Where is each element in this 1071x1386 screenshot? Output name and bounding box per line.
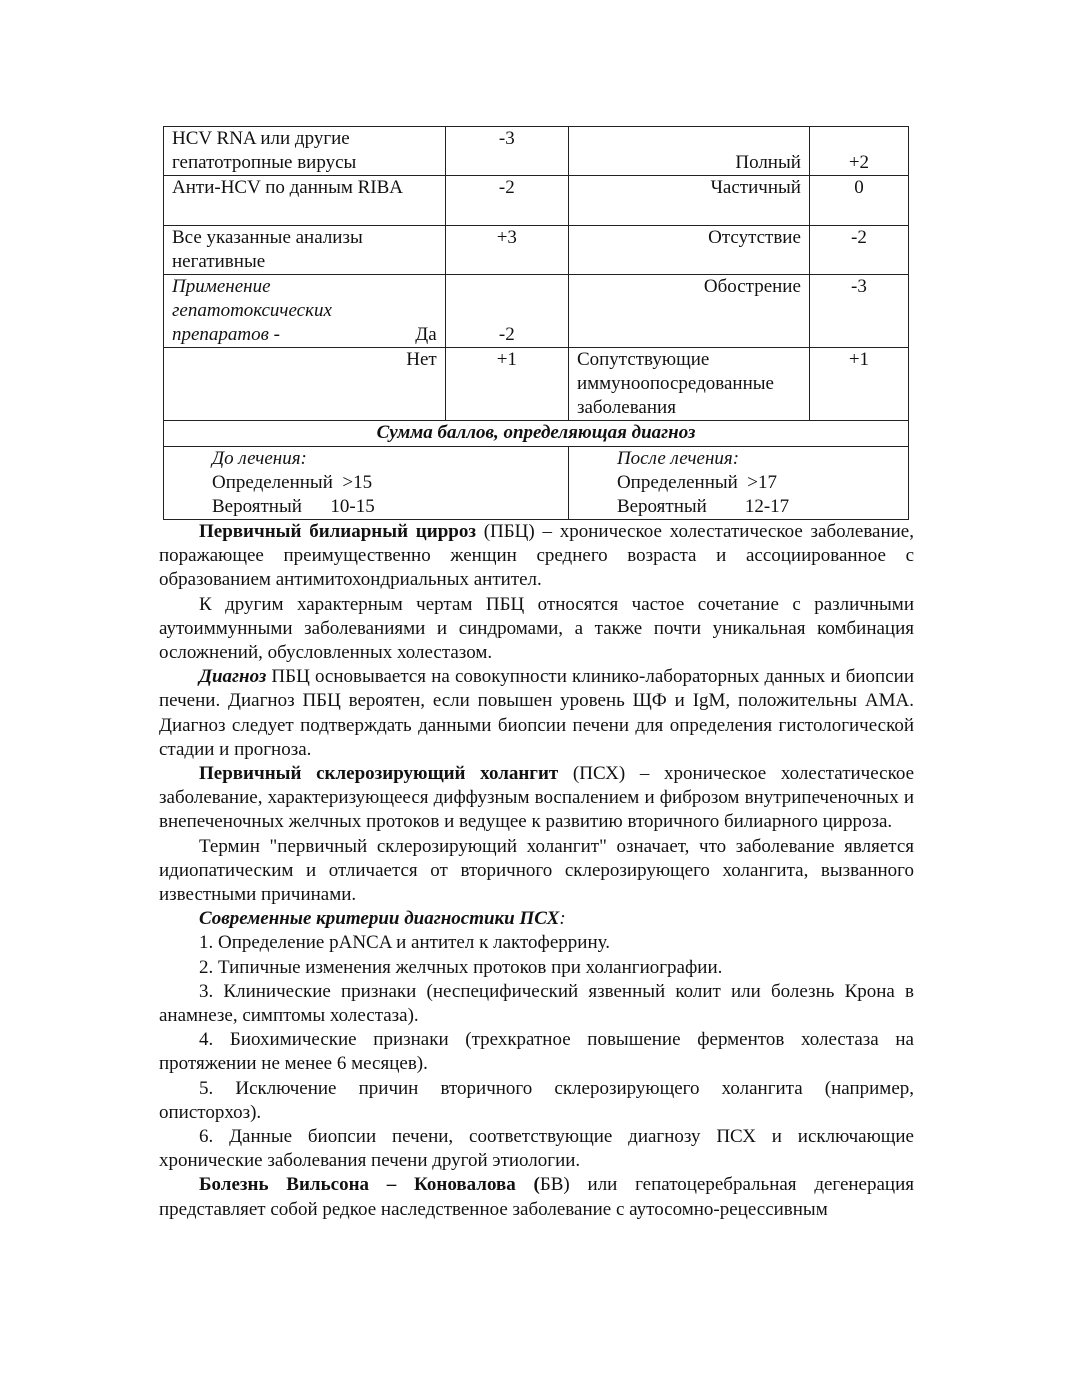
paragraph: Термин "первичный склерозирующий холангит" означает, что заболевание является идиопатическим и отличается от вторичного склерозирующего холангита, вызванного известными причинами. — [159, 835, 914, 906]
table-cell: Нет — [164, 348, 446, 421]
paragraph — [159, 665, 914, 762]
paragraph — [159, 762, 914, 835]
table-row — [164, 421, 909, 446]
list-item: 6. Данные биопсии печени, соответствующие диагнозу ПСХ и исключающие хронические заболевания печени другой этиологии. — [159, 1126, 914, 1172]
paragraph-text: ПБЦ основывается на совокупности клинико-лабораторных данных и биопсии печени. Диагноз ПБЦ вероятен, если повышен уровень ЩФ и IgM, положительны АМА. Диагноз следует подтверждать данными биопсии печени для определения гистологической стадии и прогноза. — [159, 666, 914, 760]
list-item: 3. Клинические признаки (неспецифический язвенный колит или болезнь Крона в анамнезе, симптомы холестаза). — [159, 980, 914, 1027]
after-probable: Вероятный 12-17 — [616, 495, 790, 517]
criteria-heading — [159, 907, 914, 931]
table-cell: -2 — [445, 176, 568, 225]
table-cell: -3 — [809, 274, 908, 347]
table-row — [164, 127, 909, 176]
table-cell: Анти-HCV по данным RIBA — [164, 176, 446, 225]
table-cell: Все указанные анализы негативные — [164, 225, 446, 274]
criteria-title: Современные критерии диагностики ПСХ — [199, 908, 560, 930]
before-title: До лечения: — [212, 447, 307, 469]
paragraph — [159, 1173, 914, 1221]
table-row — [164, 446, 909, 519]
sum-header: Сумма баллов, определяющая диагноз — [164, 421, 909, 446]
table-cell: -3 — [445, 127, 568, 176]
before-treatment-cell — [164, 446, 569, 519]
table-cell: +1 — [809, 348, 908, 421]
term-diagnosis: Диагноз — [199, 666, 267, 688]
table-row — [164, 274, 909, 347]
list-item: 4. Биохимические признаки (трехкратное повышение ферментов холестаза на протяжении не менее 6 месяцев). — [159, 1029, 914, 1075]
table-cell: -2 — [445, 274, 568, 347]
table-cell: 0 — [809, 176, 908, 225]
after-definite: Определенный >17 — [616, 471, 778, 493]
term-pbc: Первичный билиарный цирроз — [199, 521, 476, 542]
scoring-table — [163, 126, 909, 520]
table-cell: HCV RNA или другие гепатотропные вирусы — [164, 127, 446, 176]
after-treatment-cell — [568, 446, 908, 519]
table-row — [164, 225, 909, 274]
table-cell — [164, 274, 446, 347]
table-cell: +1 — [445, 348, 568, 421]
list-item: 2. Типичные изменения желчных протоков при холангиографии. — [199, 956, 723, 978]
table-cell: Отсутствие — [568, 225, 809, 274]
paragraph-text: (ПБЦ) – хроническое холестатическое заболевание, поражающее преимущественно женщин среднего возраста и ассоциированное с образованием антимитохондриальных антител. — [159, 521, 914, 591]
body-text — [159, 520, 914, 1222]
before-definite: Определенный >15 — [212, 471, 373, 493]
list-item: 1. Определение pANCA и антител к лактоферрину. — [199, 932, 610, 954]
table-cell: +3 — [445, 225, 568, 274]
table-cell: Частичный — [568, 176, 809, 225]
paragraph-text: (ПСХ) – хроническое холестатическое заболевание, характеризующееся диффузным воспалением и фиброзом внутрипеченочных и внепеченочных желчных протоков и ведущее к развитию вторичного билиарного цирроза. — [159, 763, 915, 833]
list-item: 5. Исключение причин вторичного склерозирующего холангита (например, описторхоз). — [159, 1077, 914, 1123]
table-cell: Полный — [568, 127, 809, 176]
term-psc: Первичный склерозирующий холангит — [199, 763, 559, 785]
table-cell: +2 — [809, 127, 908, 176]
paragraph-text: БВ) или гепатоцеребральная дегенерация представляет собой редкое наследственное заболевание с аутосомно-рецессивным — [159, 1174, 914, 1220]
term-wilson: Болезнь Вильсона – Коновалова ( — [199, 1174, 540, 1196]
table-row — [164, 348, 909, 421]
paragraph: К другим характерным чертам ПБЦ относятся частое сочетание с различными аутоиммунными заболеваниями и синдромами, а также почти уникальная комбинация осложнений, обусловленных холестазом. — [159, 593, 914, 664]
drug-yes-label: Да — [415, 323, 437, 345]
table-cell: Обострение — [568, 274, 809, 347]
table-cell: -2 — [809, 225, 908, 274]
paragraph — [159, 520, 914, 593]
after-title: После лечения: — [616, 447, 740, 469]
drug-label: Применение гепатотоксических препаратов - — [172, 275, 332, 345]
criteria-colon: : — [559, 908, 566, 930]
table-cell: Сопутствующие иммуноопосредованные заболевания — [568, 348, 809, 421]
before-probable: Вероятный 10-15 — [212, 495, 375, 517]
table-row — [164, 176, 909, 225]
